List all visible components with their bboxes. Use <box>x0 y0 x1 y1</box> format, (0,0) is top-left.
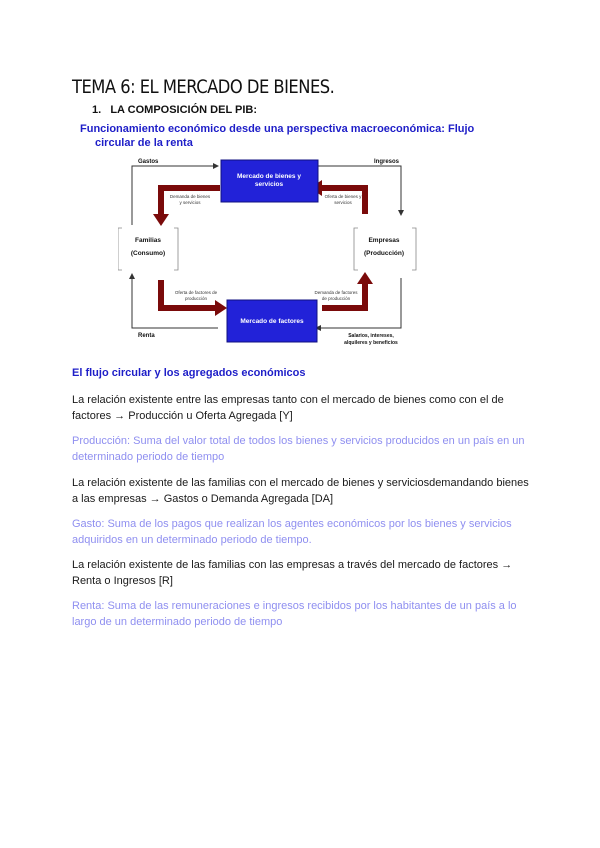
oferta-bienes-label-line2: servicios <box>334 200 352 205</box>
section-title-flujo-circular: El flujo circular y los agregados económicos <box>72 367 306 379</box>
demanda-factores-label-line2: de producción <box>321 296 351 301</box>
salarios-label-line1: Salarios, intereses, <box>348 333 394 339</box>
oferta-factores-label-line1: Oferta de factores de <box>174 290 218 295</box>
familias-label: Familias <box>134 237 162 244</box>
empresas-label: Empresas <box>368 237 400 244</box>
mercado-factores-label: Mercado de factores <box>240 318 304 325</box>
renta-label: Renta <box>138 333 155 339</box>
paragraph-produccion-definicion: Producción: Suma del valor total de todos los bienes y servicios producidos en un país en un determinado periodo de tiempo <box>72 435 525 463</box>
paragraph-produccion-relacion: La relación existente entre las empresas tanto con el mercado de bienes como con el de factores → Producción u Oferta Agregada [Y] <box>72 394 504 422</box>
circular-flow-diagram <box>118 150 424 350</box>
salarios-label-line2: alquileres y beneficios <box>344 340 398 346</box>
demanda-bienes-label-line1: Demanda de bienes <box>169 194 211 199</box>
demanda-factores-label-line1: Demanda de factores <box>314 290 358 295</box>
demanda-bienes-label-line2: y servicios <box>179 200 201 205</box>
demanda-bienes-arrow-head <box>153 214 169 226</box>
demanda-factores-arrow-head <box>357 272 373 284</box>
oferta-factores-label-line2: producción <box>184 296 208 301</box>
oferta-bienes-label-line1: Oferta de bienes y <box>324 194 362 199</box>
renta-flow-line <box>132 274 218 328</box>
diagram-caption <box>80 122 480 150</box>
paragraph-renta-definicion: Renta: Suma de las remuneraciones e ingresos recibidos por los habitantes de un país a lo largo de un determinado periodo de tiempo <box>72 600 517 628</box>
page-title: TEMA 6: EL MERCADO DE BIENES. <box>72 76 335 98</box>
section-heading-composicion-pib: 1. LA COMPOSICIÓN DEL PIB: <box>92 104 258 116</box>
mercado-bienes-label-line2: servicios <box>254 181 284 188</box>
gastos-label: Gastos <box>138 159 159 165</box>
diagram-caption-line1: Funcionamiento económico desde una perspectiva macroeconómica: Flujo <box>80 123 475 135</box>
paragraph-gasto-relacion: La relación existente de las familias con el mercado de bienes y serviciosdemandando bienes a las empresas → Gastos o Demanda Agregada [DA] <box>72 477 529 505</box>
empresas-bracket <box>354 228 416 270</box>
oferta-factores-arrow-head <box>215 300 227 316</box>
paragraph-renta-relacion: La relación existente de las familias con las empresas a través del mercado de factores → Renta o Ingresos [R] <box>72 559 513 587</box>
empresas-sublabel: (Producción) <box>363 250 405 257</box>
mercado-bienes-label-line1: Mercado de bienes y <box>237 173 301 180</box>
ingresos-label: Ingresos <box>374 159 400 165</box>
familias-sublabel: (Consumo) <box>130 250 166 257</box>
salarios-flow-line <box>316 278 401 328</box>
diagram-caption-line2: circular de la renta <box>95 137 193 149</box>
paragraph-gasto-definicion: Gasto: Suma de los pagos que realizan los agentes económicos por los bienes y servicios adquiridos en un determinado periodo de tiempo. <box>72 518 512 546</box>
familias-bracket <box>118 228 178 270</box>
